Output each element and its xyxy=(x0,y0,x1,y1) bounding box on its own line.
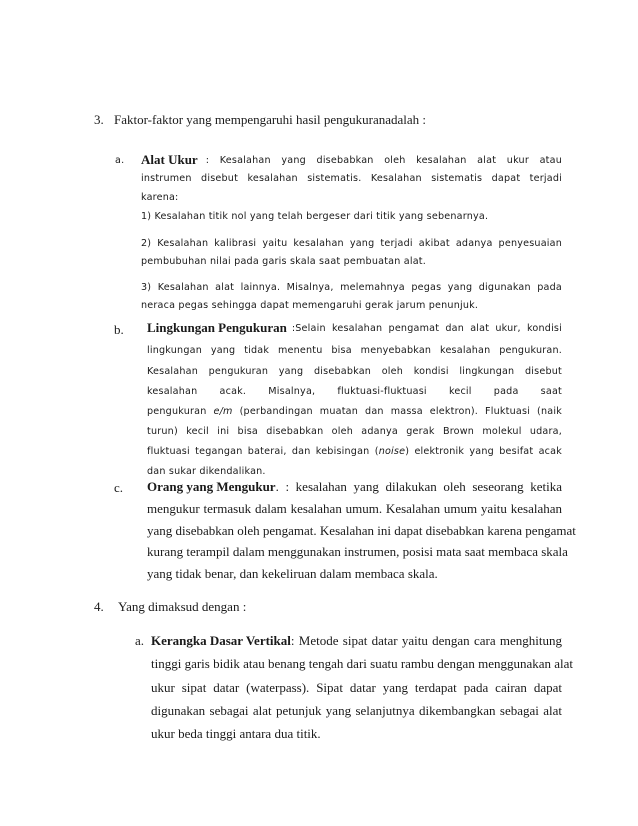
q3a-marker: a. xyxy=(115,155,125,166)
q4a-line-4: digunakan sebagai alat petunjuk yang selanjutnya dikembangkan sebagai alat xyxy=(151,703,562,718)
q3b-line-5-b: (perbandingan muatan dan massa elektron). Fluktuasi (naik xyxy=(232,406,562,417)
q3b-line-2: lingkungan yang tidak menentu bisa menyebabkan kesalahan pengukuran. xyxy=(147,345,562,356)
q3b-line-1 xyxy=(147,320,562,336)
q3c-text: . : kesalahan yang dilakukan oleh seseorang ketika xyxy=(275,479,562,494)
q3b-marker: b. xyxy=(114,322,124,337)
q3a-point-3-line-1: 3) Kesalahan alat lainnya. Misalnya, melemahnya pegas yang digunakan pada xyxy=(141,282,562,293)
q3a-point-2-line-2: pembubuhan nilai pada garis skala saat pembuatan alat. xyxy=(141,256,427,267)
q3a-heading: Alat Ukur xyxy=(141,152,198,167)
q3c-line-3: yang disebabkan oleh pengamat. Kesalahan ini dapat disebabkan karena pengamat xyxy=(147,523,576,538)
q3b-line-7-b: ) elektronik yang besifat acak xyxy=(405,446,562,457)
q3b-heading: Lingkungan Pengukuran xyxy=(147,320,287,335)
q4a-heading: Kerangka Dasar Vertikal xyxy=(151,633,291,648)
q3-title: Faktor-faktor yang mempengaruhi hasil pengukuranadalah : xyxy=(114,112,426,127)
q3b-line-7-em: noise xyxy=(378,446,406,457)
q4a-line-3: ukur sipat datar (waterpass). Sipat datar yang terdapat pada cairan dapat xyxy=(151,680,562,695)
q3a-line-3: karena: xyxy=(141,192,179,203)
q3b-line-6: turun) kecil ini bisa disebabkan oleh adanya gerak Brown molekul udara, xyxy=(147,426,562,437)
q3b-line-4: kesalahan acak. Misalnya, fluktuasi-fluktuasi kecil pada saat xyxy=(147,386,562,397)
q3a-point-1: 1) Kesalahan titik nol yang telah bergeser dari titik yang sebenarnya. xyxy=(141,211,489,222)
q3b-line-5-em: e/m xyxy=(213,406,233,417)
q3a-line-2: instrumen disebut kesalahan sistematis. Kesalahan sistematis dapat terjadi xyxy=(141,173,562,184)
q3b-line-3: Kesalahan pengukuran yang disebabkan oleh kondisi lingkungan disebut xyxy=(147,366,562,377)
q4a-line-2: tinggi garis bidik atau benang tengah dari suatu rambu dengan menggunakan alat xyxy=(151,656,574,671)
q4-number: 4. xyxy=(94,599,104,614)
q3a-text: : Kesalahan yang disebabkan oleh kesalahan alat ukur atau xyxy=(205,155,562,166)
q4a-line-5: ukur beda tinggi antara dua titik. xyxy=(151,726,321,741)
q3b-line-5 xyxy=(147,406,562,417)
q3c-heading: Orang yang Mengukur xyxy=(147,479,276,494)
q3-number: 3. xyxy=(94,112,104,127)
q3b-line-8: dan sukar dikendalikan. xyxy=(147,466,266,477)
q3c-line-5: yang tidak benar, dan kekeliruan dalam membaca skala. xyxy=(147,566,438,581)
q3a-point-2-line-1: 2) Kesalahan kalibrasi yaitu kesalahan yang terjadi akibat adanya penyesuaian xyxy=(141,238,562,249)
q4-title: Yang dimaksud dengan : xyxy=(118,599,247,614)
q3b-line-7 xyxy=(147,446,562,457)
q4a-text: : Metode sipat datar yaitu dengan cara menghitung xyxy=(290,633,562,648)
q3a-line-1 xyxy=(141,152,562,168)
q3c-marker: c. xyxy=(114,480,124,495)
q3b-line-7-a: fluktuasi tegangan baterai, dan kebisingan ( xyxy=(147,446,379,457)
q3b-text: :Selain kesalahan pengamat dan alat ukur, kondisi xyxy=(291,323,562,334)
q3c-line-1 xyxy=(147,479,562,495)
q3a-point-3-line-2: neraca pegas sehingga dapat memengaruhi gerak jarum penunjuk. xyxy=(141,300,479,311)
q3c-line-4: kurang terampil dalam menggunakan instrumen, posisi mata saat membaca skala xyxy=(147,544,568,559)
q4a-marker: a. xyxy=(135,633,145,648)
q4a-line-1 xyxy=(151,633,562,649)
q3b-line-5-a: pengukuran xyxy=(147,406,214,417)
q3c-line-2: mengukur termasuk dalam kesalahan umum. Kesalahan umum yaitu kesalahan xyxy=(147,501,562,516)
